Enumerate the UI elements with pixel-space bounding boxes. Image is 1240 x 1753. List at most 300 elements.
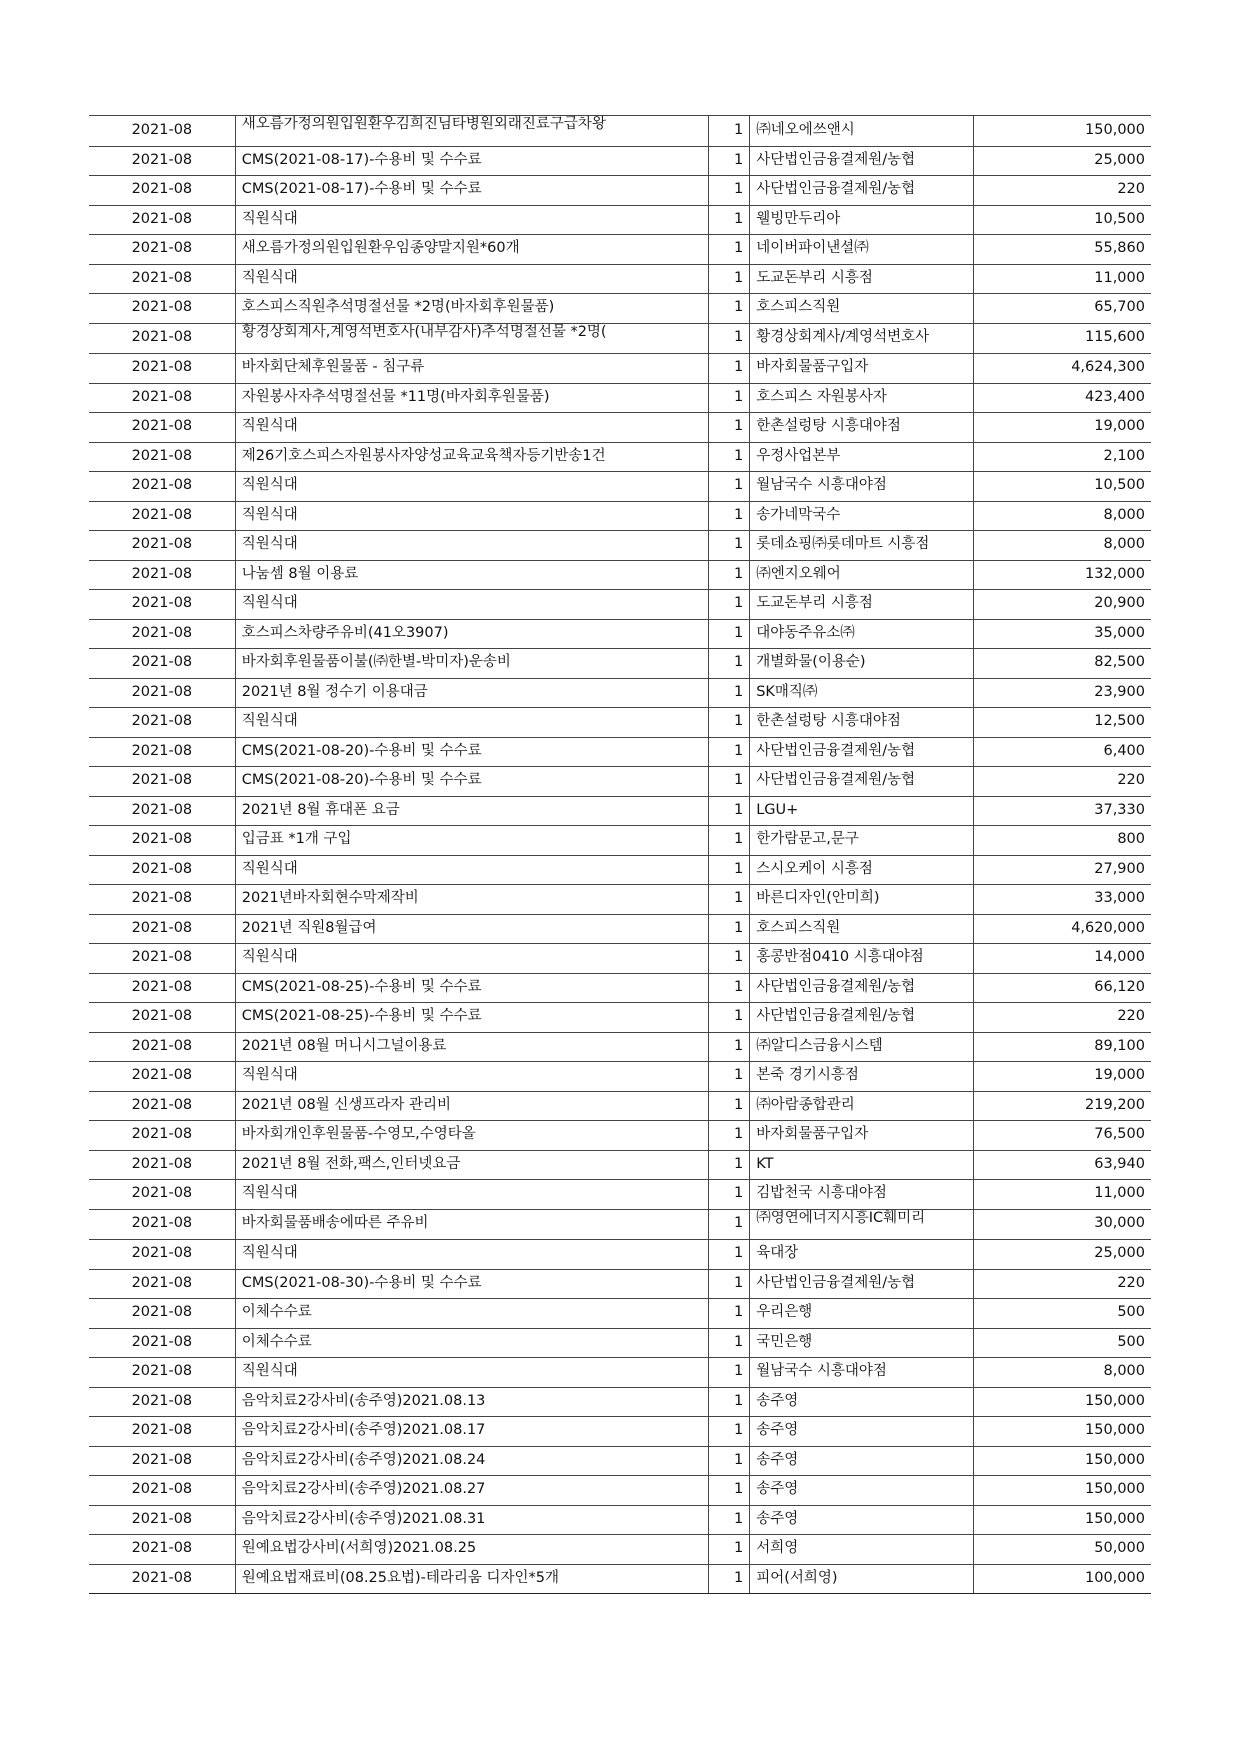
amount-cell: 89,100	[974, 1032, 1151, 1062]
date-cell: 2021-08	[89, 354, 235, 384]
amount-cell: 6,400	[974, 737, 1151, 767]
vendor-cell: ㈜엔지오웨어	[750, 560, 974, 590]
date-cell: 2021-08	[89, 796, 235, 826]
quantity-cell: 1	[709, 1003, 750, 1033]
description-cell: 호스피스차량주유비(41오3907)	[235, 619, 709, 649]
amount-cell: 11,000	[974, 264, 1151, 294]
quantity-cell: 1	[709, 1446, 750, 1476]
vendor-cell: 사단법인금융결제원/농협	[750, 1269, 974, 1299]
vendor-cell: 대야동주유소㈜	[750, 619, 974, 649]
amount-cell: 2,100	[974, 442, 1151, 472]
description-cell: 직원식대	[235, 1240, 709, 1270]
date-cell: 2021-08	[89, 1062, 235, 1092]
quantity-cell: 1	[709, 1209, 750, 1240]
amount-cell: 423,400	[974, 383, 1151, 413]
amount-cell: 55,860	[974, 235, 1151, 265]
table-row	[89, 1150, 1151, 1180]
date-cell: 2021-08	[89, 1269, 235, 1299]
amount-cell: 11,000	[974, 1180, 1151, 1210]
date-cell: 2021-08	[89, 1032, 235, 1062]
description-cell: 제26기호스피스자원봉사자양성교육교육책자등기반송1건	[235, 442, 709, 472]
date-cell: 2021-08	[89, 1446, 235, 1476]
description-cell: 직원식대	[235, 413, 709, 443]
description-cell: 음악치료2강사비(송주영)2021.08.27	[235, 1476, 709, 1506]
table-row	[89, 619, 1151, 649]
table-row	[89, 826, 1151, 856]
description-cell: 바자회단체후원물품 - 침구류	[235, 354, 709, 384]
amount-cell: 63,940	[974, 1150, 1151, 1180]
description-cell: 2021년 직원8월급여	[235, 914, 709, 944]
date-cell: 2021-08	[89, 472, 235, 502]
table-row	[89, 472, 1151, 502]
table-row	[89, 1564, 1151, 1594]
table-row	[89, 354, 1151, 384]
description-cell: 자원봉사자추석명절선물 *11명(바자회후원물품)	[235, 383, 709, 413]
date-cell: 2021-08	[89, 205, 235, 235]
date-cell: 2021-08	[89, 767, 235, 797]
table-row	[89, 1417, 1151, 1447]
table-row	[89, 1535, 1151, 1565]
vendor-cell: 송주영	[750, 1417, 974, 1447]
quantity-cell: 1	[709, 796, 750, 826]
quantity-cell: 1	[709, 1535, 750, 1565]
table-row	[89, 235, 1151, 265]
date-cell: 2021-08	[89, 1328, 235, 1358]
date-cell: 2021-08	[89, 1150, 235, 1180]
vendor-cell: 사단법인금융결제원/농협	[750, 737, 974, 767]
vendor-cell: 네이버파이낸셜㈜	[750, 235, 974, 265]
quantity-cell: 1	[709, 885, 750, 915]
quantity-cell: 1	[709, 1328, 750, 1358]
date-cell: 2021-08	[89, 708, 235, 738]
quantity-cell: 1	[709, 116, 750, 147]
date-cell: 2021-08	[89, 146, 235, 176]
table-row	[89, 1062, 1151, 1092]
quantity-cell: 1	[709, 264, 750, 294]
ledger-body	[89, 116, 1151, 1594]
quantity-cell: 1	[709, 914, 750, 944]
date-cell: 2021-08	[89, 1505, 235, 1535]
amount-cell: 219,200	[974, 1091, 1151, 1121]
table-row	[89, 116, 1151, 147]
date-cell: 2021-08	[89, 116, 235, 147]
amount-cell: 50,000	[974, 1535, 1151, 1565]
vendor-cell: 바자회물품구입자	[750, 1121, 974, 1151]
amount-cell: 220	[974, 1269, 1151, 1299]
date-cell: 2021-08	[89, 1121, 235, 1151]
quantity-cell: 1	[709, 1564, 750, 1594]
amount-cell: 23,900	[974, 678, 1151, 708]
amount-cell: 220	[974, 767, 1151, 797]
description-cell: 원예요법강사비(서희영)2021.08.25	[235, 1535, 709, 1565]
description-cell: 원예요법재료비(08.25요법)-테라리움 디자인*5개	[235, 1564, 709, 1594]
amount-cell: 25,000	[974, 146, 1151, 176]
table-row	[89, 737, 1151, 767]
table-row	[89, 413, 1151, 443]
vendor-cell: 황경상회계사/계영석변호사	[750, 323, 974, 354]
date-cell: 2021-08	[89, 1564, 235, 1594]
description-cell: 음악치료2강사비(송주영)2021.08.31	[235, 1505, 709, 1535]
quantity-cell: 1	[709, 354, 750, 384]
vendor-cell: 사단법인금융결제원/농협	[750, 146, 974, 176]
table-row	[89, 1358, 1151, 1388]
description-cell: 2021년 8월 휴대폰 요금	[235, 796, 709, 826]
quantity-cell: 1	[709, 1032, 750, 1062]
quantity-cell: 1	[709, 294, 750, 324]
date-cell: 2021-08	[89, 1240, 235, 1270]
description-cell: 직원식대	[235, 205, 709, 235]
date-cell: 2021-08	[89, 1387, 235, 1417]
quantity-cell: 1	[709, 619, 750, 649]
table-row	[89, 383, 1151, 413]
table-row	[89, 294, 1151, 324]
quantity-cell: 1	[709, 737, 750, 767]
amount-cell: 76,500	[974, 1121, 1151, 1151]
amount-cell: 12,500	[974, 708, 1151, 738]
vendor-cell: 송주영	[750, 1505, 974, 1535]
vendor-cell: 도교돈부리 시흥점	[750, 264, 974, 294]
description-cell: 직원식대	[235, 1062, 709, 1092]
description-cell: CMS(2021-08-17)-수용비 및 수수료	[235, 146, 709, 176]
amount-cell: 37,330	[974, 796, 1151, 826]
table-row	[89, 560, 1151, 590]
quantity-cell: 1	[709, 678, 750, 708]
amount-cell: 150,000	[974, 1476, 1151, 1506]
quantity-cell: 1	[709, 973, 750, 1003]
date-cell: 2021-08	[89, 855, 235, 885]
vendor-cell: 사단법인금융결제원/농협	[750, 973, 974, 1003]
table-row	[89, 944, 1151, 974]
quantity-cell: 1	[709, 501, 750, 531]
quantity-cell: 1	[709, 413, 750, 443]
description-cell: 직원식대	[235, 264, 709, 294]
vendor-cell: 국민은행	[750, 1328, 974, 1358]
quantity-cell: 1	[709, 1476, 750, 1506]
amount-cell: 19,000	[974, 1062, 1151, 1092]
amount-cell: 500	[974, 1299, 1151, 1329]
description-cell: 황경상회계사,계영석변호사(내부감사)추석명절선물 *2명(	[235, 323, 709, 354]
vendor-cell: 송주영	[750, 1476, 974, 1506]
date-cell: 2021-08	[89, 737, 235, 767]
vendor-cell: 사단법인금융결제원/농협	[750, 176, 974, 206]
quantity-cell: 1	[709, 1505, 750, 1535]
date-cell: 2021-08	[89, 619, 235, 649]
quantity-cell: 1	[709, 767, 750, 797]
amount-cell: 115,600	[974, 323, 1151, 354]
amount-cell: 4,620,000	[974, 914, 1151, 944]
description-cell: CMS(2021-08-25)-수용비 및 수수료	[235, 1003, 709, 1033]
description-cell: 2021년바자회현수막제작비	[235, 885, 709, 915]
date-cell: 2021-08	[89, 1299, 235, 1329]
description-cell: CMS(2021-08-17)-수용비 및 수수료	[235, 176, 709, 206]
amount-cell: 4,624,300	[974, 354, 1151, 384]
table-row	[89, 1505, 1151, 1535]
amount-cell: 500	[974, 1328, 1151, 1358]
vendor-cell: ㈜영연에너지시흥IC훼미리	[750, 1209, 974, 1240]
vendor-cell: 송가네막국수	[750, 501, 974, 531]
date-cell: 2021-08	[89, 264, 235, 294]
table-row	[89, 973, 1151, 1003]
description-cell: 이체수수료	[235, 1328, 709, 1358]
vendor-cell: 월남국수 시흥대야점	[750, 1358, 974, 1388]
table-row	[89, 855, 1151, 885]
table-row	[89, 146, 1151, 176]
table-row	[89, 1446, 1151, 1476]
table-row	[89, 1032, 1151, 1062]
vendor-cell: 스시오케이 시흥점	[750, 855, 974, 885]
vendor-cell: KT	[750, 1150, 974, 1180]
vendor-cell: LGU+	[750, 796, 974, 826]
date-cell: 2021-08	[89, 1535, 235, 1565]
vendor-cell: 호스피스직원	[750, 294, 974, 324]
quantity-cell: 1	[709, 649, 750, 679]
vendor-cell: 김밥천국 시흥대야점	[750, 1180, 974, 1210]
quantity-cell: 1	[709, 1180, 750, 1210]
description-cell: 직원식대	[235, 855, 709, 885]
table-row	[89, 176, 1151, 206]
description-cell: CMS(2021-08-20)-수용비 및 수수료	[235, 737, 709, 767]
amount-cell: 150,000	[974, 1387, 1151, 1417]
description-cell: CMS(2021-08-20)-수용비 및 수수료	[235, 767, 709, 797]
date-cell: 2021-08	[89, 1003, 235, 1033]
vendor-cell: 사단법인금융결제원/농협	[750, 767, 974, 797]
table-row	[89, 796, 1151, 826]
description-cell: 새오름가정의원입원환우임종양말지원*60개	[235, 235, 709, 265]
description-cell: 직원식대	[235, 1358, 709, 1388]
description-cell: 음악치료2강사비(송주영)2021.08.24	[235, 1446, 709, 1476]
date-cell: 2021-08	[89, 531, 235, 561]
table-row	[89, 914, 1151, 944]
amount-cell: 8,000	[974, 531, 1151, 561]
table-row	[89, 590, 1151, 620]
vendor-cell: 송주영	[750, 1446, 974, 1476]
vendor-cell: 홍콩반점0410 시흥대야점	[750, 944, 974, 974]
quantity-cell: 1	[709, 590, 750, 620]
table-row	[89, 205, 1151, 235]
quantity-cell: 1	[709, 1358, 750, 1388]
vendor-cell: 송주영	[750, 1387, 974, 1417]
quantity-cell: 1	[709, 323, 750, 354]
date-cell: 2021-08	[89, 413, 235, 443]
table-row	[89, 323, 1151, 354]
date-cell: 2021-08	[89, 590, 235, 620]
amount-cell: 150,000	[974, 116, 1151, 147]
description-cell: 음악치료2강사비(송주영)2021.08.13	[235, 1387, 709, 1417]
quantity-cell: 1	[709, 1417, 750, 1447]
description-cell: 직원식대	[235, 708, 709, 738]
vendor-cell: 호스피스 자원봉사자	[750, 383, 974, 413]
quantity-cell: 1	[709, 1121, 750, 1151]
vendor-cell: 도교돈부리 시흥점	[750, 590, 974, 620]
amount-cell: 150,000	[974, 1417, 1151, 1447]
vendor-cell: ㈜알디스금융시스템	[750, 1032, 974, 1062]
amount-cell: 132,000	[974, 560, 1151, 590]
vendor-cell: 롯데쇼핑㈜롯데마트 시흥점	[750, 531, 974, 561]
description-cell: 2021년 8월 정수기 이용대금	[235, 678, 709, 708]
amount-cell: 220	[974, 176, 1151, 206]
vendor-cell: 우리은행	[750, 1299, 974, 1329]
date-cell: 2021-08	[89, 944, 235, 974]
table-row	[89, 264, 1151, 294]
description-cell: 이체수수료	[235, 1299, 709, 1329]
quantity-cell: 1	[709, 442, 750, 472]
description-cell: 음악치료2강사비(송주영)2021.08.17	[235, 1417, 709, 1447]
table-row	[89, 1209, 1151, 1240]
description-cell: 입금표 *1개 구입	[235, 826, 709, 856]
vendor-cell: 한촌설렁탕 시흥대야점	[750, 413, 974, 443]
description-cell: 바자회개인후원물품-수영모,수영타올	[235, 1121, 709, 1151]
description-cell: 바자회후원물품이불(㈜한별-박미자)운송비	[235, 649, 709, 679]
description-cell: 직원식대	[235, 1180, 709, 1210]
description-cell: 나눔셈 8월 이용료	[235, 560, 709, 590]
amount-cell: 25,000	[974, 1240, 1151, 1270]
description-cell: 바자회물품배송에따른 주유비	[235, 1209, 709, 1240]
date-cell: 2021-08	[89, 294, 235, 324]
amount-cell: 150,000	[974, 1446, 1151, 1476]
vendor-cell: 한촌설렁탕 시흥대야점	[750, 708, 974, 738]
vendor-cell: 월남국수 시흥대야점	[750, 472, 974, 502]
date-cell: 2021-08	[89, 1209, 235, 1240]
date-cell: 2021-08	[89, 501, 235, 531]
date-cell: 2021-08	[89, 383, 235, 413]
description-cell: 직원식대	[235, 501, 709, 531]
date-cell: 2021-08	[89, 1417, 235, 1447]
table-row	[89, 1299, 1151, 1329]
description-cell: 호스피스직원추석명절선물 *2명(바자회후원물품)	[235, 294, 709, 324]
amount-cell: 10,500	[974, 205, 1151, 235]
date-cell: 2021-08	[89, 1091, 235, 1121]
quantity-cell: 1	[709, 1240, 750, 1270]
vendor-cell: 바른디자인(안미희)	[750, 885, 974, 915]
vendor-cell: 개별화물(이용순)	[750, 649, 974, 679]
description-cell: 직원식대	[235, 531, 709, 561]
quantity-cell: 1	[709, 560, 750, 590]
amount-cell: 82,500	[974, 649, 1151, 679]
description-cell: 직원식대	[235, 590, 709, 620]
description-cell: 직원식대	[235, 472, 709, 502]
description-cell: 새오름가정의원입원환우김희진님타병원외래진료구급차왕	[235, 116, 709, 147]
vendor-cell: 육대장	[750, 1240, 974, 1270]
amount-cell: 100,000	[974, 1564, 1151, 1594]
vendor-cell: ㈜아람종합관리	[750, 1091, 974, 1121]
amount-cell: 8,000	[974, 501, 1151, 531]
quantity-cell: 1	[709, 855, 750, 885]
table-row	[89, 1180, 1151, 1210]
quantity-cell: 1	[709, 176, 750, 206]
vendor-cell: 호스피스직원	[750, 914, 974, 944]
table-row	[89, 1269, 1151, 1299]
quantity-cell: 1	[709, 826, 750, 856]
quantity-cell: 1	[709, 708, 750, 738]
description-cell: 2021년 08월 머니시그널이용료	[235, 1032, 709, 1062]
quantity-cell: 1	[709, 472, 750, 502]
description-cell: CMS(2021-08-30)-수용비 및 수수료	[235, 1269, 709, 1299]
amount-cell: 30,000	[974, 1209, 1151, 1240]
amount-cell: 35,000	[974, 619, 1151, 649]
description-cell: CMS(2021-08-25)-수용비 및 수수료	[235, 973, 709, 1003]
vendor-cell: 본죽 경기시흥점	[750, 1062, 974, 1092]
amount-cell: 8,000	[974, 1358, 1151, 1388]
date-cell: 2021-08	[89, 323, 235, 354]
vendor-cell: 바자회물품구입자	[750, 354, 974, 384]
amount-cell: 27,900	[974, 855, 1151, 885]
amount-cell: 800	[974, 826, 1151, 856]
table-row	[89, 1003, 1151, 1033]
amount-cell: 33,000	[974, 885, 1151, 915]
vendor-cell: 우정사업본부	[750, 442, 974, 472]
amount-cell: 220	[974, 1003, 1151, 1033]
vendor-cell: 사단법인금융결제원/농협	[750, 1003, 974, 1033]
vendor-cell: 피어(서희영)	[750, 1564, 974, 1594]
vendor-cell: ㈜네오에쓰앤시	[750, 116, 974, 147]
quantity-cell: 1	[709, 383, 750, 413]
amount-cell: 150,000	[974, 1505, 1151, 1535]
description-cell: 직원식대	[235, 944, 709, 974]
quantity-cell: 1	[709, 205, 750, 235]
amount-cell: 20,900	[974, 590, 1151, 620]
amount-cell: 65,700	[974, 294, 1151, 324]
quantity-cell: 1	[709, 1299, 750, 1329]
table-row	[89, 501, 1151, 531]
date-cell: 2021-08	[89, 678, 235, 708]
amount-cell: 19,000	[974, 413, 1151, 443]
table-row	[89, 1328, 1151, 1358]
vendor-cell: 서희영	[750, 1535, 974, 1565]
table-row	[89, 678, 1151, 708]
table-row	[89, 442, 1151, 472]
date-cell: 2021-08	[89, 914, 235, 944]
table-row	[89, 1091, 1151, 1121]
date-cell: 2021-08	[89, 826, 235, 856]
quantity-cell: 1	[709, 146, 750, 176]
date-cell: 2021-08	[89, 973, 235, 1003]
table-row	[89, 649, 1151, 679]
table-row	[89, 885, 1151, 915]
table-row	[89, 708, 1151, 738]
table-row	[89, 531, 1151, 561]
date-cell: 2021-08	[89, 649, 235, 679]
vendor-cell: SK매직㈜	[750, 678, 974, 708]
date-cell: 2021-08	[89, 885, 235, 915]
amount-cell: 10,500	[974, 472, 1151, 502]
date-cell: 2021-08	[89, 560, 235, 590]
date-cell: 2021-08	[89, 442, 235, 472]
amount-cell: 66,120	[974, 973, 1151, 1003]
vendor-cell: 웰빙만두리아	[750, 205, 974, 235]
amount-cell: 14,000	[974, 944, 1151, 974]
expense-ledger-table	[89, 115, 1151, 1594]
table-row	[89, 1240, 1151, 1270]
table-row	[89, 1476, 1151, 1506]
quantity-cell: 1	[709, 1150, 750, 1180]
quantity-cell: 1	[709, 531, 750, 561]
date-cell: 2021-08	[89, 1476, 235, 1506]
date-cell: 2021-08	[89, 1358, 235, 1388]
quantity-cell: 1	[709, 1387, 750, 1417]
quantity-cell: 1	[709, 1062, 750, 1092]
description-cell: 2021년 8월 전화,팩스,인터넷요금	[235, 1150, 709, 1180]
date-cell: 2021-08	[89, 1180, 235, 1210]
date-cell: 2021-08	[89, 176, 235, 206]
table-row	[89, 1121, 1151, 1151]
quantity-cell: 1	[709, 1091, 750, 1121]
table-row	[89, 1387, 1151, 1417]
table-row	[89, 767, 1151, 797]
quantity-cell: 1	[709, 235, 750, 265]
quantity-cell: 1	[709, 944, 750, 974]
date-cell: 2021-08	[89, 235, 235, 265]
vendor-cell: 한가람문고,문구	[750, 826, 974, 856]
